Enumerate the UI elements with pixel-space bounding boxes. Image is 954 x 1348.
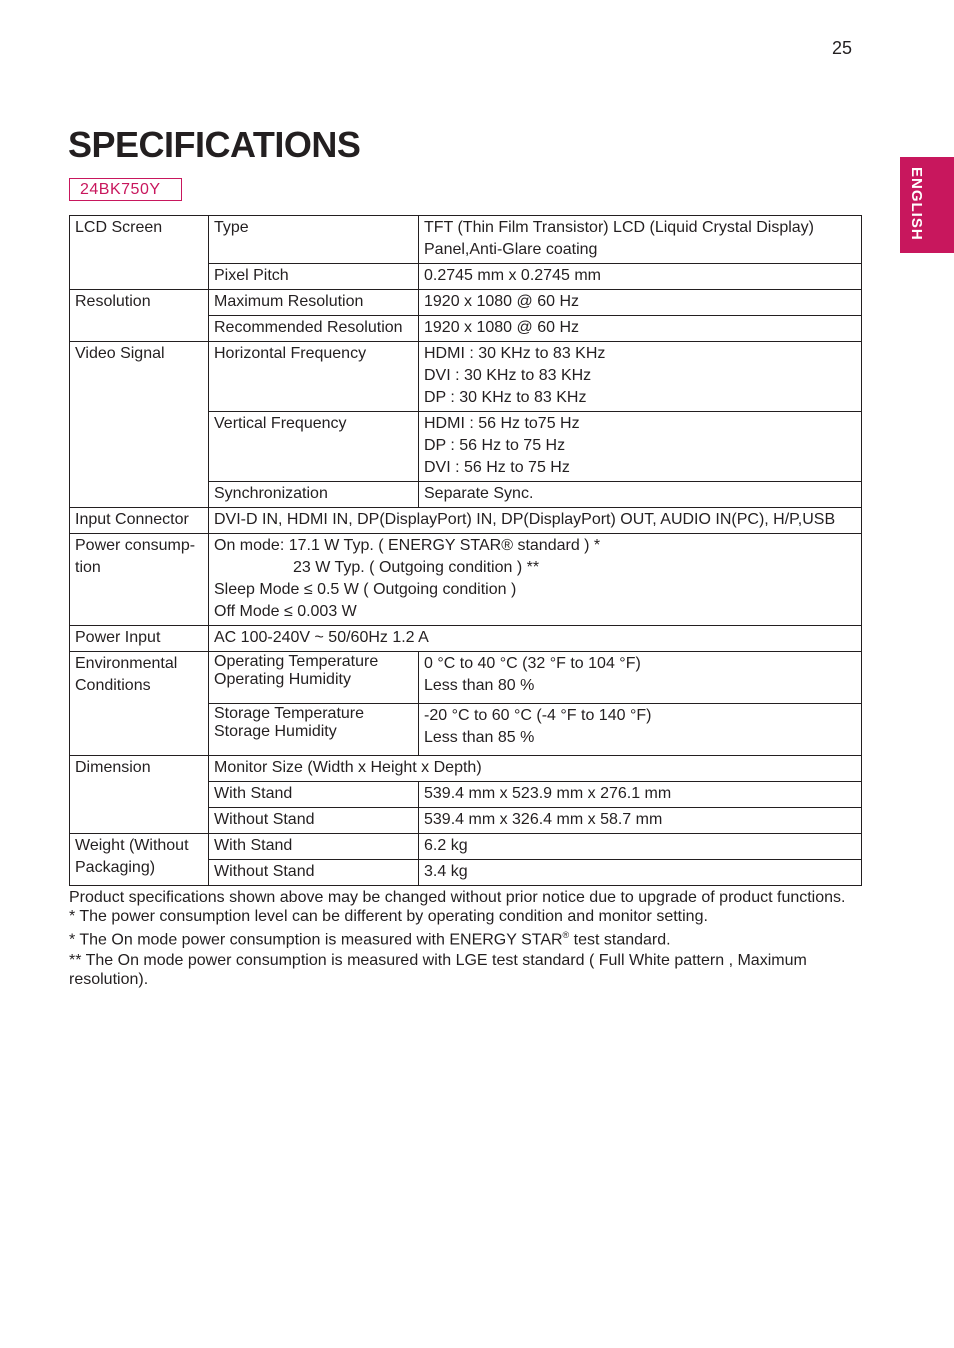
row-label-resolution: Resolution (70, 290, 209, 342)
cell-dimension-without-stand-label: Without Stand (209, 808, 419, 834)
table-row (70, 534, 862, 626)
cell-weight-with-stand-label: With Stand (209, 834, 419, 860)
specifications-table (69, 215, 862, 886)
cell-type-value (419, 216, 862, 264)
cell-power-input-value: AC 100-240V ~ 50/60Hz 1.2 A (209, 626, 862, 652)
cell-dimension-without-stand-value: 539.4 mm x 326.4 mm x 58.7 mm (419, 808, 862, 834)
cell-pixel-pitch-label: Pixel Pitch (209, 264, 419, 290)
language-tab (900, 157, 954, 253)
cell-operating-values (419, 652, 862, 704)
row-label-input-connector: Input Connector (70, 508, 209, 534)
cell-dimension-with-stand-value: 539.4 mm x 523.9 mm x 276.1 mm (419, 782, 862, 808)
cell-max-resolution-value: 1920 x 1080 @ 60 Hz (419, 290, 862, 316)
value-line: Less than 80 % (424, 677, 535, 694)
row-label-power-input: Power Input (70, 626, 209, 652)
cell-max-resolution-label: Maximum Resolution (209, 290, 419, 316)
table-row (70, 216, 862, 264)
footnote-text: test standard. (569, 931, 671, 949)
type-line: TFT (Thin Film Transistor) LCD (Liquid Crystal Display) (424, 219, 814, 236)
frequency-line: DVI : 30 KHz to 83 KHz (424, 367, 592, 384)
row-label-environmental-conditions (70, 652, 209, 756)
frequency-line: HDMI : 30 KHz to 83 KHz (424, 345, 606, 362)
footnotes (69, 888, 859, 989)
power-line: 23 W Typ. ( Outgoing condition ) ** (293, 559, 540, 576)
cell-power-consumption-value (209, 534, 862, 626)
footnote-line: ** The On mode power consumption is measured with LGE test standard ( Full White pattern , Maximum resolution). (69, 952, 807, 989)
table-row (70, 508, 862, 534)
label-line: Power consump- (75, 537, 196, 554)
table-row (70, 290, 862, 316)
cell-type-label: Type (209, 216, 419, 264)
value-line: 0 °C to 40 °C (32 °F to 104 °F) (424, 655, 641, 672)
row-label-weight (70, 834, 209, 886)
value-line: Less than 85 % (424, 729, 535, 746)
cell-horizontal-frequency-value (419, 342, 862, 412)
value-line: -20 °C to 60 °C (-4 °F to 140 °F) (424, 707, 652, 724)
label-line: Storage Temperature (214, 705, 365, 722)
label-line: tion (75, 559, 101, 576)
power-line: Sleep Mode ≤ 0.5 W ( Outgoing condition ) (214, 581, 517, 598)
cell-vertical-frequency-value (419, 412, 862, 482)
footnote-line: * The power consumption level can be different by operating condition and monitor setting. (69, 908, 708, 925)
label-line: Conditions (75, 677, 151, 694)
label-line: Operating Humidity (214, 671, 351, 688)
power-line: Off Mode ≤ 0.003 W (214, 603, 357, 620)
cell-recommended-resolution-value: 1920 x 1080 @ 60 Hz (419, 316, 862, 342)
frequency-line: HDMI : 56 Hz to75 Hz (424, 415, 580, 432)
page-title: SPECIFICATIONS (68, 124, 361, 165)
model-badge: 24BK750Y (69, 178, 182, 201)
table-row (70, 626, 862, 652)
row-label-dimension: Dimension (70, 756, 209, 834)
cell-synchronization-value: Separate Sync. (419, 482, 862, 508)
cell-weight-without-stand-label: Without Stand (209, 860, 419, 886)
cell-storage-values (419, 704, 862, 756)
language-tab-label: ENGLISH (908, 167, 925, 241)
footnote-line (69, 926, 859, 949)
cell-storage-labels (209, 704, 419, 756)
cell-weight-without-stand-value: 3.4 kg (419, 860, 862, 886)
cell-input-connector-value: DVI-D IN, HDMI IN, DP(DisplayPort) IN, DP(DisplayPort) OUT, AUDIO IN(PC), H/P,USB (209, 508, 862, 534)
cell-operating-labels (209, 652, 419, 704)
type-line: Panel,Anti-Glare coating (424, 241, 598, 258)
cell-recommended-resolution-label: Recommended Resolution (209, 316, 419, 342)
table-row (70, 756, 862, 782)
frequency-line: DP : 56 Hz to 75 Hz (424, 437, 566, 454)
cell-vertical-frequency-label: Vertical Frequency (209, 412, 419, 482)
label-line: Environmental (75, 655, 178, 672)
frequency-line: DP : 30 KHz to 83 KHz (424, 389, 587, 406)
table-row (70, 342, 862, 412)
label-line: Operating Temperature (214, 653, 379, 670)
label-line: Weight (Without (75, 837, 189, 854)
label-line: Packaging) (75, 859, 156, 876)
footnote-text: * The On mode power consumption is measured with ENERGY STAR (69, 931, 563, 949)
registered-mark: ® (562, 930, 570, 940)
row-label-power-consumption (70, 534, 209, 626)
cell-synchronization-label: Synchronization (209, 482, 419, 508)
cell-pixel-pitch-value: 0.2745 mm x 0.2745 mm (419, 264, 862, 290)
table-row (70, 834, 862, 860)
frequency-line: DVI : 56 Hz to 75 Hz (424, 459, 570, 476)
page-number: 25 (832, 38, 853, 58)
power-line: On mode: 17.1 W Typ. ( ENERGY STAR® standard ) * (214, 537, 601, 554)
cell-weight-with-stand-value: 6.2 kg (419, 834, 862, 860)
row-label-video-signal: Video Signal (70, 342, 209, 508)
label-line: Storage Humidity (214, 723, 337, 740)
cell-dimension-header: Monitor Size (Width x Height x Depth) (209, 756, 862, 782)
cell-horizontal-frequency-label: Horizontal Frequency (209, 342, 419, 412)
cell-dimension-with-stand-label: With Stand (209, 782, 419, 808)
table-row (70, 652, 862, 704)
footnote-line: Product specifications shown above may be changed without prior notice due to upgrade of product functions. (69, 889, 846, 906)
row-label-lcd-screen: LCD Screen (70, 216, 209, 290)
